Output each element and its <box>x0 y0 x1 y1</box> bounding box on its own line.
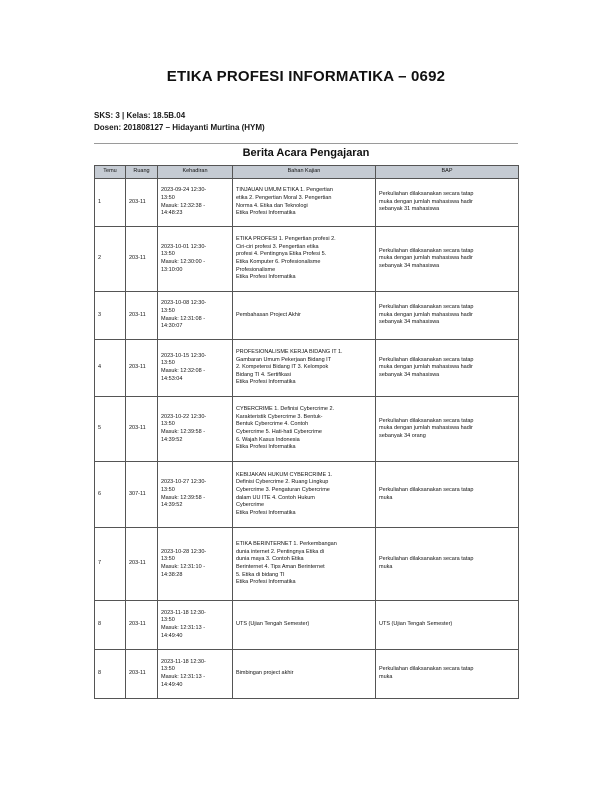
teaching-record-table <box>94 165 519 699</box>
temu-cell: 5 <box>95 397 126 462</box>
ruang-cell: 203-11 <box>126 528 158 601</box>
divider-line <box>94 143 518 144</box>
bap-cell: Perkuliahan dilaksanakan secara tatap muka dengan jumlah mahasiswa hadir sebanyak 34 mahasiswa <box>376 227 519 292</box>
bap-cell: Perkuliahan dilaksanakan secara tatap muka <box>376 528 519 601</box>
document-title: ETIKA PROFESI INFORMATIKA – 0692 <box>166 68 446 85</box>
temu-cell: 7 <box>95 528 126 601</box>
bap-cell: Perkuliahan dilaksanakan secara tatap muka <box>376 462 519 528</box>
header-bahan-kajian: Bahan Kajian <box>233 166 376 179</box>
ruang-cell: 203-11 <box>126 340 158 397</box>
bahan-kajian-cell: UTS (Ujian Tengah Semester) <box>233 601 376 650</box>
header-temu: Temu <box>95 166 126 179</box>
kehadiran-cell: 2023-10-22 12:30- 13:50 Masuk: 12:39:58 - 14:39:52 <box>158 397 233 462</box>
temu-cell: 4 <box>95 340 126 397</box>
ruang-cell: 307-11 <box>126 462 158 528</box>
sks-class-line: SKS: 3 | Kelas: 18.5B.04 <box>94 111 186 120</box>
temu-cell: 2 <box>95 227 126 292</box>
ruang-cell: 203-11 <box>126 601 158 650</box>
table-row <box>95 227 519 292</box>
header-ruang: Ruang <box>126 166 158 179</box>
kehadiran-cell: 2023-10-15 12:30- 13:50 Masuk: 12:32:08 - 14:53:04 <box>158 340 233 397</box>
header-bap: BAP <box>376 166 519 179</box>
ruang-cell: 203-11 <box>126 650 158 699</box>
bap-cell: Perkuliahan dilaksanakan secara tatap muka dengan jumlah mahasiswa hadir sebanyak 31 mahasiswa <box>376 179 519 227</box>
kehadiran-cell: 2023-10-08 12:30- 13:50 Masuk: 12:31:08 - 14:30:07 <box>158 292 233 340</box>
bahan-kajian-cell: CYBERCRIME 1. Definisi Cybercrime 2. Karakteristik Cybercrime 3. Bentuk- Bentuk Cybercrime 4. Contoh Cybercrime 5. Hati-hati Cybercrime 6. Wajah Kasus Indonesia Etika Profesi Informatika <box>233 397 376 462</box>
kehadiran-cell: 2023-11-18 12:30- 13:50 Masuk: 12:31:13 - 14:49:40 <box>158 601 233 650</box>
bap-cell: Perkuliahan dilaksanakan secara tatap muka dengan jumlah mahasiswa hadir sebanyak 34 mahasiswa <box>376 292 519 340</box>
temu-cell: 8 <box>95 601 126 650</box>
bahan-kajian-cell: Bimbingan project akhir <box>233 650 376 699</box>
bahan-kajian-cell: Pembahasan Project Akhir <box>233 292 376 340</box>
bap-cell: Perkuliahan dilaksanakan secara tatap muka <box>376 650 519 699</box>
bahan-kajian-cell: TINJAUAN UMUM ETIKA 1. Pengertian etika 2. Pengertian Moral 3. Pengertian Norma 4. Etika dan Teknologi Etika Profesi Informatika <box>233 179 376 227</box>
temu-cell: 3 <box>95 292 126 340</box>
kehadiran-cell: 2023-10-28 12:30- 13:50 Masuk: 12:31:10 - 14:38:28 <box>158 528 233 601</box>
ruang-cell: 203-11 <box>126 397 158 462</box>
bap-cell: Perkuliahan dilaksanakan secara tatap muka dengan jumlah mahasiswa hadir sebanyak 34 orang <box>376 397 519 462</box>
header-kehadiran: Kehadiran <box>158 166 233 179</box>
bahan-kajian-cell: ETIKA PROFESI 1. Pengertian profesi 2. Ciri-ciri profesi 3. Pengertian etika profesi 4. Pentingnya Etika Profesi 5. Etika Komputer 6. Profesionalisme Profesionalisme Etika Profesi Informatika <box>233 227 376 292</box>
table-row <box>95 601 519 650</box>
table-row <box>95 179 519 227</box>
temu-cell: 1 <box>95 179 126 227</box>
kehadiran-cell: 2023-09-24 12:30- 13:50 Masuk: 12:32:38 - 14:48:23 <box>158 179 233 227</box>
temu-cell: 8 <box>95 650 126 699</box>
lecturer-line: Dosen: 201808127 – Hidayanti Murtina (HYM) <box>94 123 265 132</box>
table-row <box>95 528 519 601</box>
bahan-kajian-cell: KEBIJAKAN HUKUM CYBERCRIME 1. Definisi Cybercrime 2. Ruang Lingkup Cybercrime 3. Pengaturan Cybercrime dalam UU ITE 4. Contoh Hukum Cybercrime Etika Profesi Informatika <box>233 462 376 528</box>
kehadiran-cell: 2023-10-27 12:30- 13:50 Masuk: 12:39:58 - 14:39:52 <box>158 462 233 528</box>
kehadiran-cell: 2023-10-01 12:30- 13:50 Masuk: 12:30:00 - 13:10:00 <box>158 227 233 292</box>
bap-cell: UTS (Ujian Tengah Semester) <box>376 601 519 650</box>
ruang-cell: 203-11 <box>126 227 158 292</box>
table-row <box>95 397 519 462</box>
table-header-row <box>95 166 519 179</box>
bap-cell: Perkuliahan dilaksanakan secara tatap muka dengan jumlah mahasiswa hadir sebanyak 34 mahasiswa <box>376 340 519 397</box>
table-row <box>95 650 519 699</box>
kehadiran-cell: 2023-11-18 12:30- 13:50 Masuk: 12:31:13 - 14:49:40 <box>158 650 233 699</box>
table-row <box>95 462 519 528</box>
table-row <box>95 292 519 340</box>
ruang-cell: 203-11 <box>126 292 158 340</box>
ruang-cell: 203-11 <box>126 179 158 227</box>
temu-cell: 6 <box>95 462 126 528</box>
section-title: Berita Acara Pengajaran <box>242 147 370 159</box>
bahan-kajian-cell: PROFESIONALISME KERJA BIDANG IT 1. Gambaran Umum Pekerjaan Bidang IT 2. Kompetensi Bidang IT 3. Kelompok Bidang TI 4. Sertifikasi Etika Profesi Informatika <box>233 340 376 397</box>
table-row <box>95 340 519 397</box>
bahan-kajian-cell: ETIKA BERINTERNET 1. Perkembangan dunia internet 2. Pentingnya Etika di dunia maya 3. Contoh Etika Berinternet 4. Tips Aman Berinternet 5. Etika di bidang TI Etika Profesi Informatika <box>233 528 376 601</box>
